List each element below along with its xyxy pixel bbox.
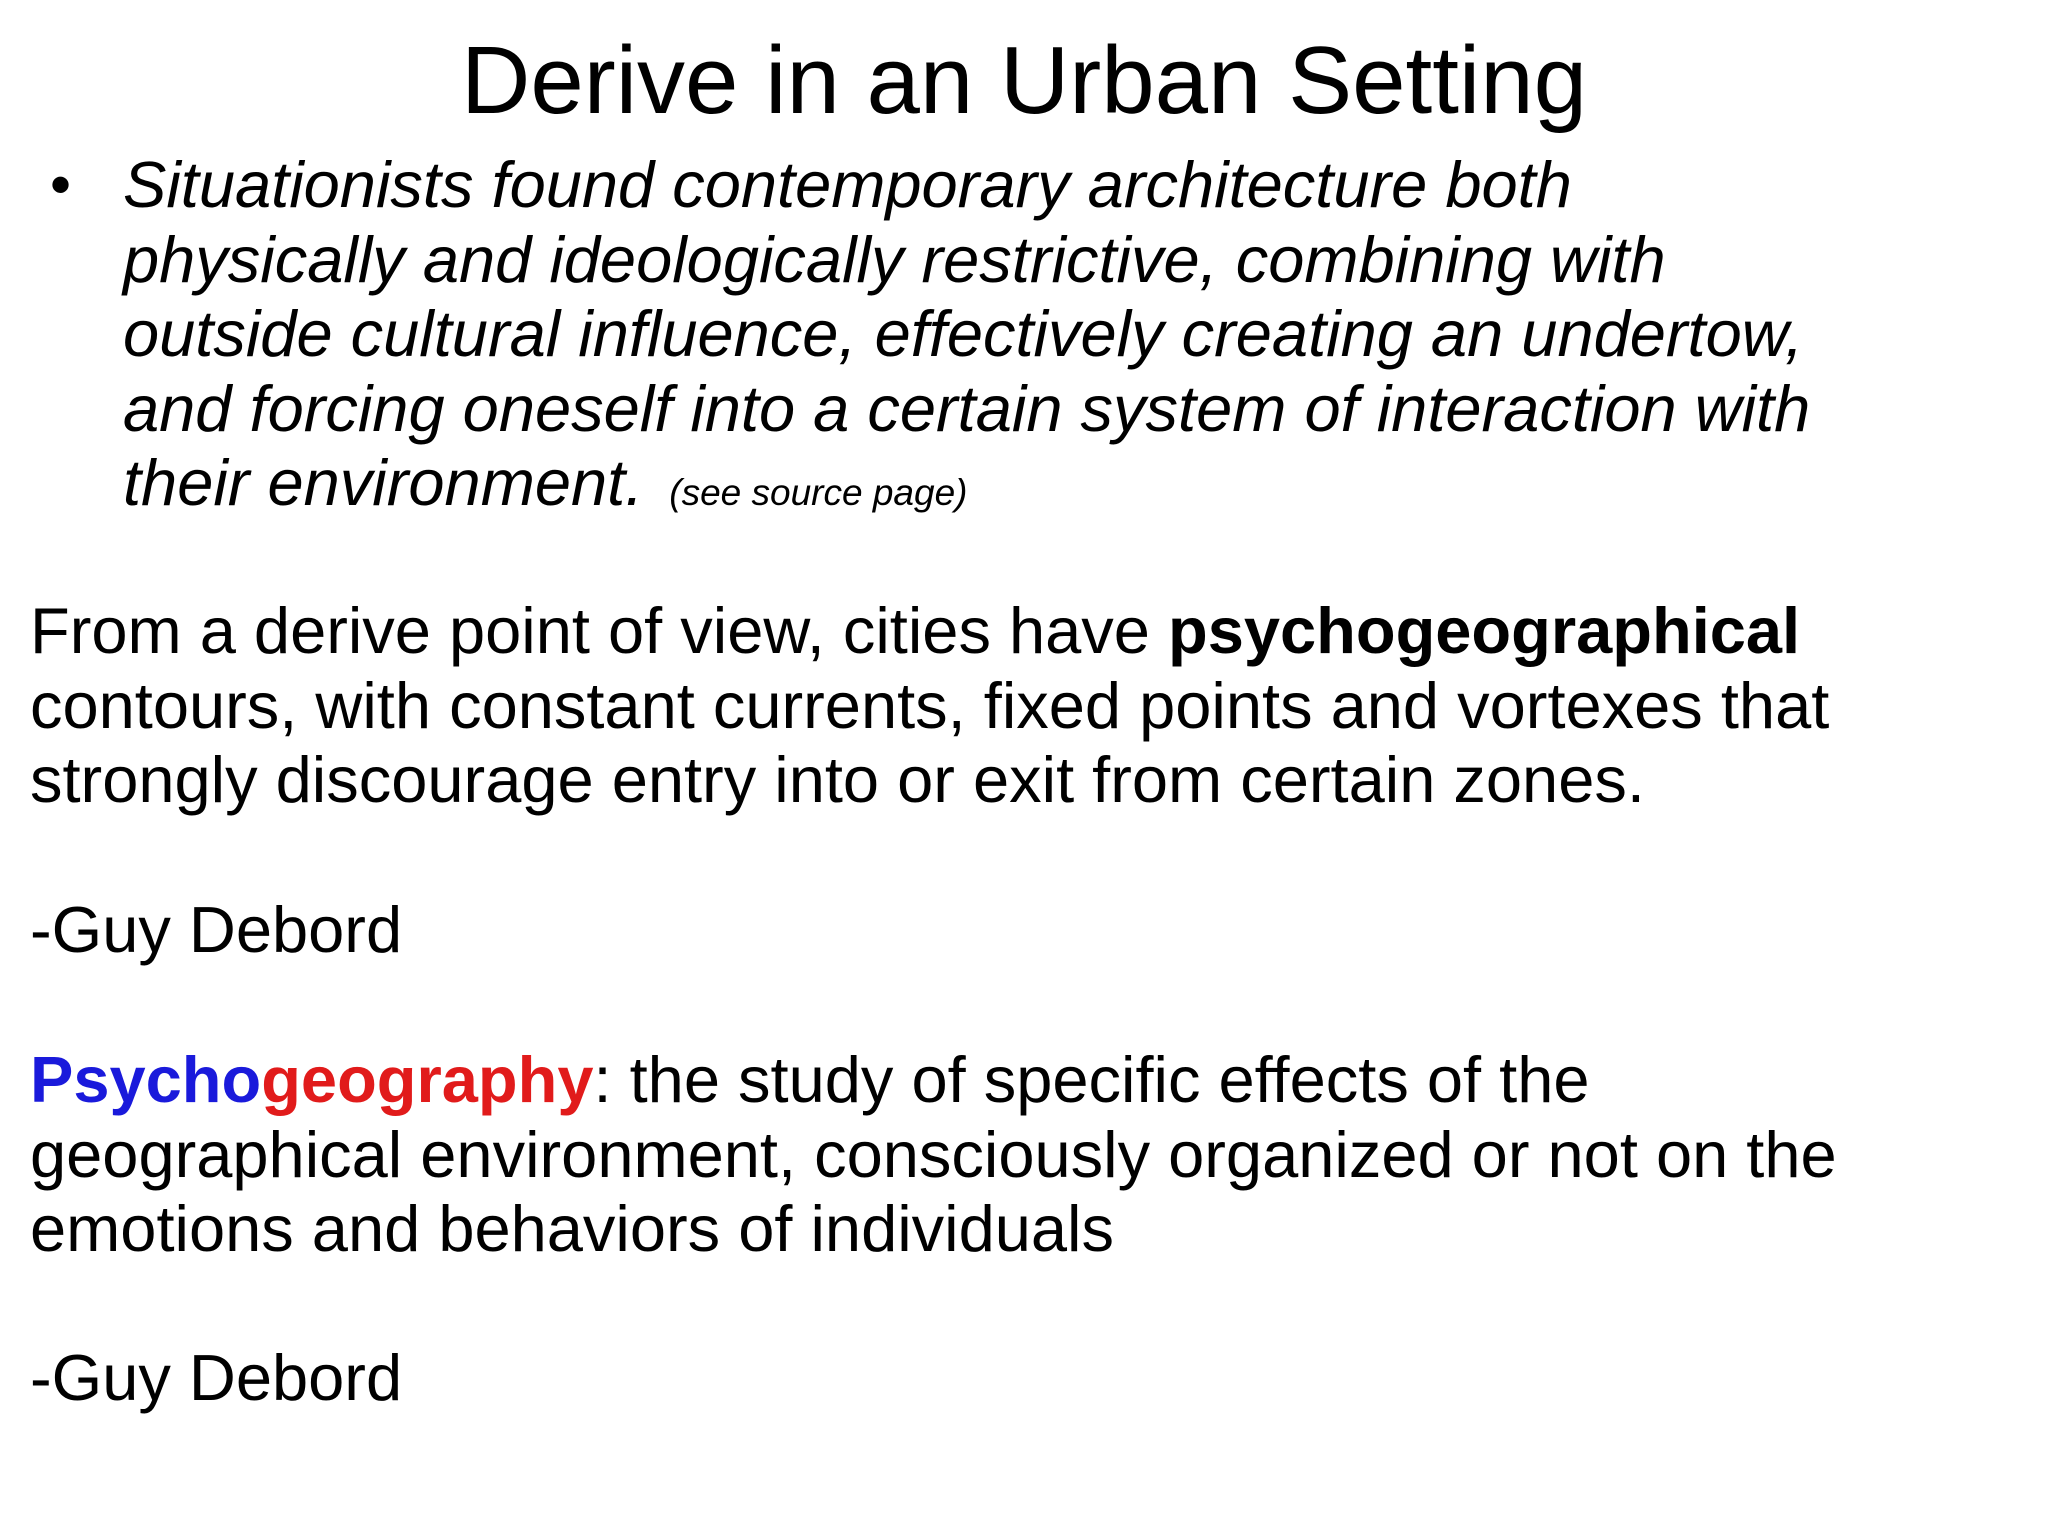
bullet-line: outside cultural influence, effectively creating an undertow,: [123, 297, 1804, 370]
quote-line-1-text: From a derive point of view, cities have: [30, 594, 1169, 667]
bullet-line-text: their environment.: [123, 446, 644, 519]
attribution-2: -Guy Debord: [30, 1341, 403, 1414]
quote-line-2: contours, with constant currents, fixed points and vortexes that: [30, 668, 1830, 742]
quote-line-1: [30, 594, 2020, 669]
debord-quote: [30, 594, 2020, 818]
bullet-line: Situationists found contemporary architecture both: [123, 148, 1572, 221]
definition-line-3: emotions and behaviors of individuals: [30, 1192, 1114, 1265]
quote-bold-term: psychogeographical: [1168, 594, 1801, 667]
definition-line-1: [30, 1043, 2020, 1118]
attribution-1: -Guy Debord: [30, 893, 403, 966]
quote-line-3: strongly discourage entry into or exit from certain zones.: [30, 743, 1645, 816]
bullet-line: physically and ideologically restrictive, combining with: [123, 222, 1666, 296]
term-part-geography: geography: [261, 1043, 594, 1116]
slide-title: Derive in an Urban Setting: [461, 27, 1587, 134]
bullet-dot-icon: •: [50, 151, 72, 218]
source-note: (see source page): [669, 472, 968, 513]
bullet-line-last: [123, 446, 2023, 531]
definition-line-1-text: : the study of specific effects of the: [593, 1043, 1590, 1116]
psychogeography-definition: [30, 1043, 2020, 1267]
term-part-psycho: Psycho: [30, 1043, 262, 1116]
bullet-text: [123, 148, 2023, 531]
definition-line-2: geographical environment, consciously organized or not on the: [30, 1117, 1837, 1191]
bullet-line: and forcing oneself into a certain system of interaction with: [123, 371, 1811, 445]
